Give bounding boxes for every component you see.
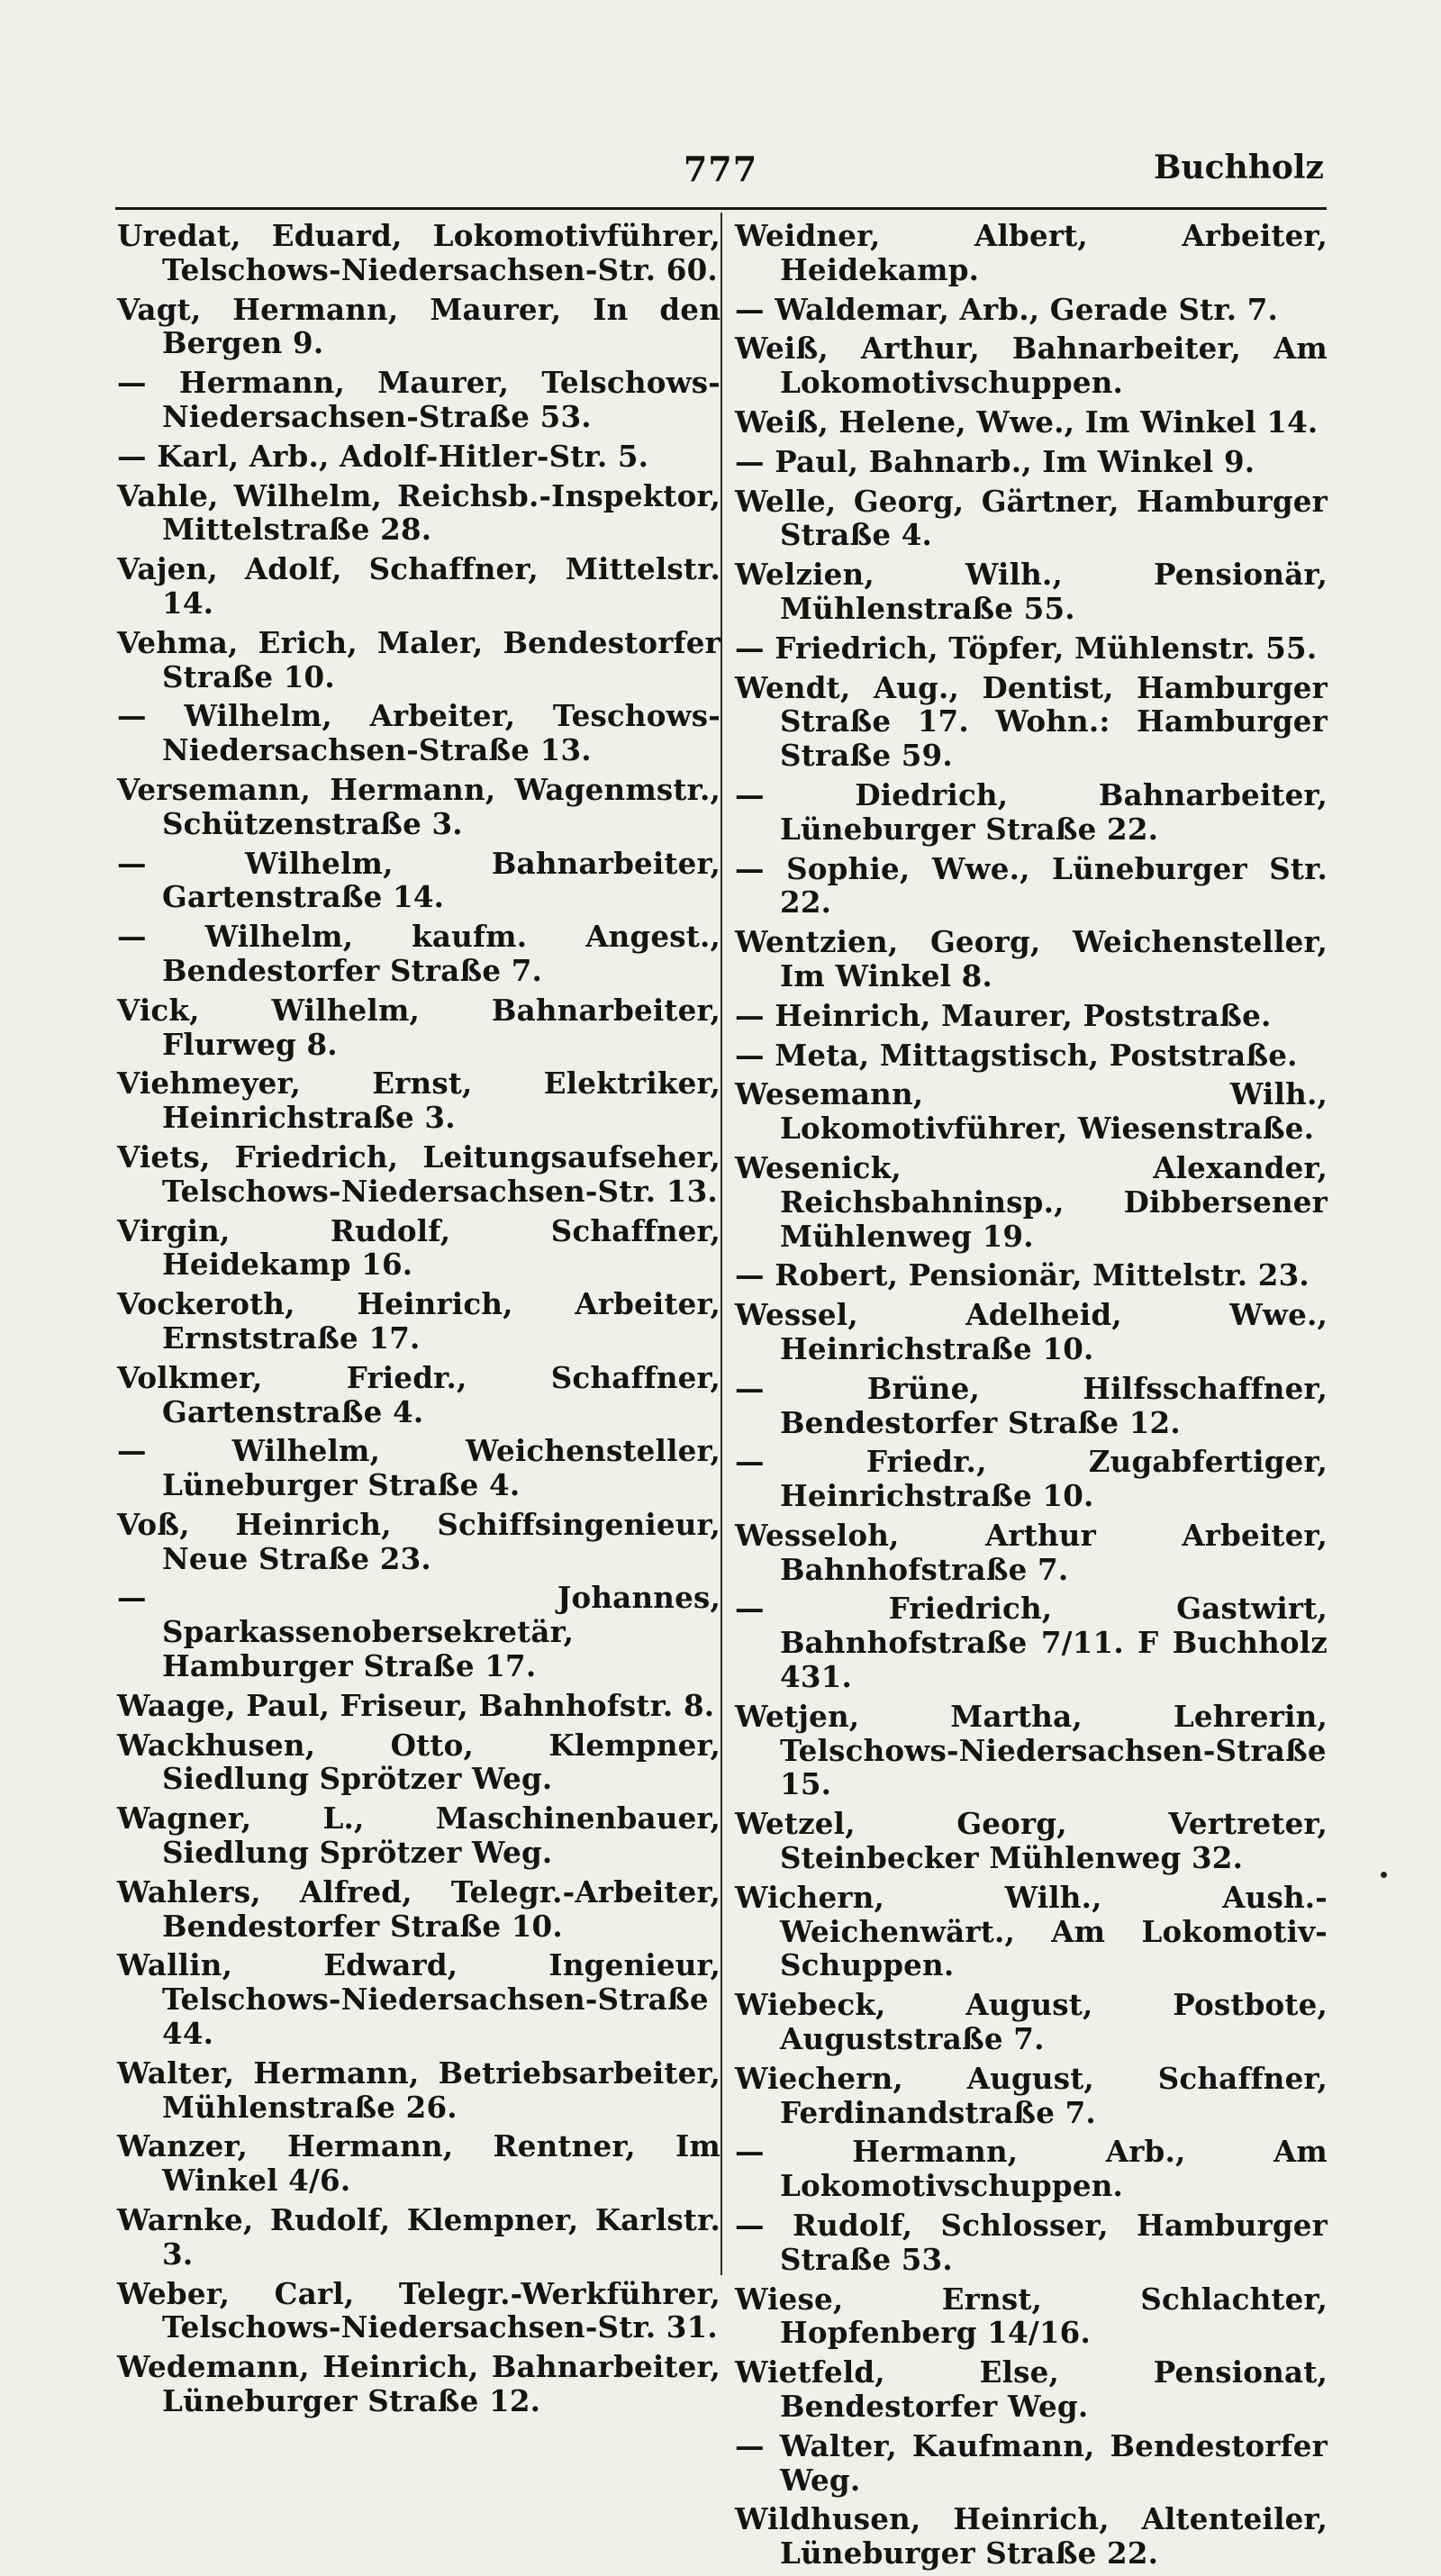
- right-column: [735, 219, 1328, 2576]
- directory-entry: — Wilhelm, Arbeiter, Teschows-Niedersachsen-Straße 13.: [117, 698, 720, 768]
- directory-entry: Volkmer, Friedr., Schaffner, Gartenstraße 4.: [117, 1359, 720, 1429]
- directory-entry: Wiechern, August, Schaffner, Ferdinandstraße 7.: [735, 2060, 1328, 2130]
- directory-entry: Vehma, Erich, Maler, Bendestorfer Straße 10.: [117, 624, 720, 694]
- directory-entry: — Hermann, Maurer, Telschows-Niedersachsen-Straße 53.: [117, 365, 720, 434]
- directory-entry: — Wilhelm, Bahnarbeiter, Gartenstraße 14.: [117, 845, 720, 915]
- directory-entry: Weidner, Albert, Arbeiter, Heidekamp.: [735, 218, 1328, 287]
- page-header: [117, 149, 1324, 203]
- directory-entry: Wetjen, Martha, Lehrerin, Telschows-Niedersachsen-Straße 15.: [735, 1698, 1328, 1802]
- left-column: [117, 219, 720, 2424]
- directory-entry: — Hermann, Arb., Am Lokomotivschuppen.: [735, 2134, 1328, 2204]
- directory-entry: Wallin, Edward, Ingenieur, Telschows-Niedersachsen-Straße 44.: [117, 1947, 720, 2052]
- directory-entry: — Paul, Bahnarb., Im Winkel 9.: [735, 443, 1255, 479]
- directory-entry: Wesemann, Wilh., Lokomotivführer, Wiesenstraße.: [735, 1076, 1328, 1147]
- directory-entry: — Walter, Kaufmann, Bendestorfer Weg.: [735, 2427, 1328, 2498]
- running-head: Buchholz: [1154, 149, 1324, 186]
- directory-entry: Wildhusen, Heinrich, Altenteiler, Lüneburger Straße 22.: [735, 2501, 1328, 2571]
- directory-entry: — Robert, Pensionär, Mittelstr. 23.: [735, 1257, 1310, 1293]
- directory-entry: — Johannes, Sparkassenobersekretär, Hamburger Straße 17.: [117, 1580, 720, 1684]
- directory-entry: Weber, Carl, Telegr.-Werkführer, Telschows-Niedersachsen-Str. 31.: [117, 2275, 720, 2345]
- directory-entry: — Friedrich, Töpfer, Mühlenstr. 55.: [735, 630, 1318, 666]
- directory-entry: Vockeroth, Heinrich, Arbeiter, Ernststraße 17.: [117, 1286, 720, 1356]
- directory-entry: Viets, Friedrich, Leitungsaufseher, Telschows-Niedersachsen-Str. 13.: [117, 1138, 720, 1209]
- directory-entry: Wesenick, Alexander, Reichsbahninsp., Dibbersener Mühlenweg 19.: [735, 1149, 1328, 1254]
- directory-entry: — Diedrich, Bahnarbeiter, Lüneburger Straße 22.: [735, 776, 1328, 847]
- directory-entry: Uredat, Eduard, Lokomotivführer, Telschows-Niedersachsen-Str. 60.: [117, 218, 720, 287]
- directory-entry: Wesseloh, Arthur Arbeiter, Bahnhofstraße 7.: [735, 1517, 1328, 1587]
- directory-entry: — Wilhelm, Weichensteller, Lüneburger Straße 4.: [117, 1433, 720, 1503]
- directory-entry: Wiese, Ernst, Schlachter, Hopfenberg 14/16.: [735, 2281, 1328, 2351]
- directory-entry: Vajen, Adolf, Schaffner, Mittelstr. 14.: [117, 551, 720, 621]
- directory-entry: Wentzien, Georg, Weichensteller, Im Winkel 8.: [735, 924, 1328, 993]
- directory-entry: — Meta, Mittagstisch, Poststraße.: [735, 1037, 1298, 1073]
- directory-entry: Voß, Heinrich, Schiffsingenieur, Neue Straße 23.: [117, 1506, 720, 1576]
- directory-entry: Waage, Paul, Friseur, Bahnhofstr. 8.: [117, 1687, 715, 1723]
- directory-entry: — Karl, Arb., Adolf-Hitler-Str. 5.: [117, 438, 649, 474]
- directory-entry: Wietfeld, Else, Pensionat, Bendestorfer Weg.: [735, 2354, 1328, 2425]
- directory-entry: Wichern, Wilh., Aush.-Weichenwärt., Am Lokomotiv-Schuppen.: [735, 1879, 1328, 1983]
- directory-entry: Wessel, Adelheid, Wwe., Heinrichstraße 10.: [735, 1297, 1328, 1366]
- directory-entry: — Brüne, Hilfsschaffner, Bendestorfer Straße 12.: [735, 1370, 1328, 1440]
- page-number: 777: [683, 149, 758, 189]
- directory-entry: — Friedrich, Gastwirt, Bahnhofstraße 7/11. F Buchholz 431.: [735, 1591, 1328, 1695]
- directory-entry: — Heinrich, Maurer, Poststraße.: [735, 997, 1272, 1033]
- directory-entry: — Wilhelm, kaufm. Angest., Bendestorfer Straße 7.: [117, 919, 720, 988]
- directory-entry: — Friedr., Zugabfertiger, Heinrichstraße 10.: [735, 1444, 1328, 1514]
- directory-entry: Virgin, Rudolf, Schaffner, Heidekamp 16.: [117, 1212, 720, 1283]
- directory-entry: Vick, Wilhelm, Bahnarbeiter, Flurweg 8.: [117, 992, 720, 1062]
- directory-entry: Wiebeck, August, Postbote, Auguststraße 7.: [735, 1987, 1328, 2057]
- directory-entry: Versemann, Hermann, Wagenmstr., Schützenstraße 3.: [117, 771, 720, 841]
- directory-entry: Wedemann, Heinrich, Bahnarbeiter, Lüneburger Straße 12.: [117, 2349, 720, 2419]
- directory-entry: Wanzer, Hermann, Rentner, Im Winkel 4/6.: [117, 2128, 720, 2199]
- directory-entry: Welle, Georg, Gärtner, Hamburger Straße 4.: [735, 483, 1328, 553]
- directory-entry: Weiß, Helene, Wwe., Im Winkel 14.: [735, 404, 1319, 440]
- directory-entry: Vagt, Hermann, Maurer, In den Bergen 9.: [117, 291, 720, 361]
- header-rule: [115, 207, 1327, 210]
- directory-entry: Wetzel, Georg, Vertreter, Steinbecker Mühlenweg 32.: [735, 1806, 1328, 1876]
- directory-entry: Weiß, Arthur, Bahnarbeiter, Am Lokomotivschuppen.: [735, 331, 1328, 401]
- directory-entry: Wendt, Aug., Dentist, Hamburger Straße 17. Wohn.: Hamburger Straße 59.: [735, 669, 1328, 774]
- print-speck: [1381, 1872, 1387, 1878]
- directory-entry: — Sophie, Wwe., Lüneburger Str. 22.: [735, 850, 1328, 921]
- directory-entry: Warnke, Rudolf, Klempner, Karlstr. 3.: [117, 2202, 720, 2272]
- directory-entry: Welzien, Wilh., Pensionär, Mühlenstraße 55.: [735, 557, 1328, 626]
- directory-entry: Vahle, Wilhelm, Reichsb.-Inspektor, Mittelstraße 28.: [117, 477, 720, 548]
- directory-entry: — Waldemar, Arb., Gerade Str. 7.: [735, 291, 1279, 327]
- directory-entry: Walter, Hermann, Betriebsarbeiter, Mühlenstraße 26.: [117, 2054, 720, 2125]
- directory-entry: Viehmeyer, Ernst, Elektriker, Heinrichstraße 3.: [117, 1066, 720, 1136]
- directory-entry: Wahlers, Alfred, Telegr.-Arbeiter, Bendestorfer Straße 10.: [117, 1873, 720, 1944]
- directory-entry: Wagner, L., Maschinenbauer, Siedlung Sprötzer Weg.: [117, 1800, 720, 1871]
- directory-entry: — Rudolf, Schlosser, Hamburger Straße 53.: [735, 2208, 1328, 2277]
- directory-entry: Wackhusen, Otto, Klempner, Siedlung Sprötzer Weg.: [117, 1727, 720, 1797]
- column-divider: [720, 213, 722, 2275]
